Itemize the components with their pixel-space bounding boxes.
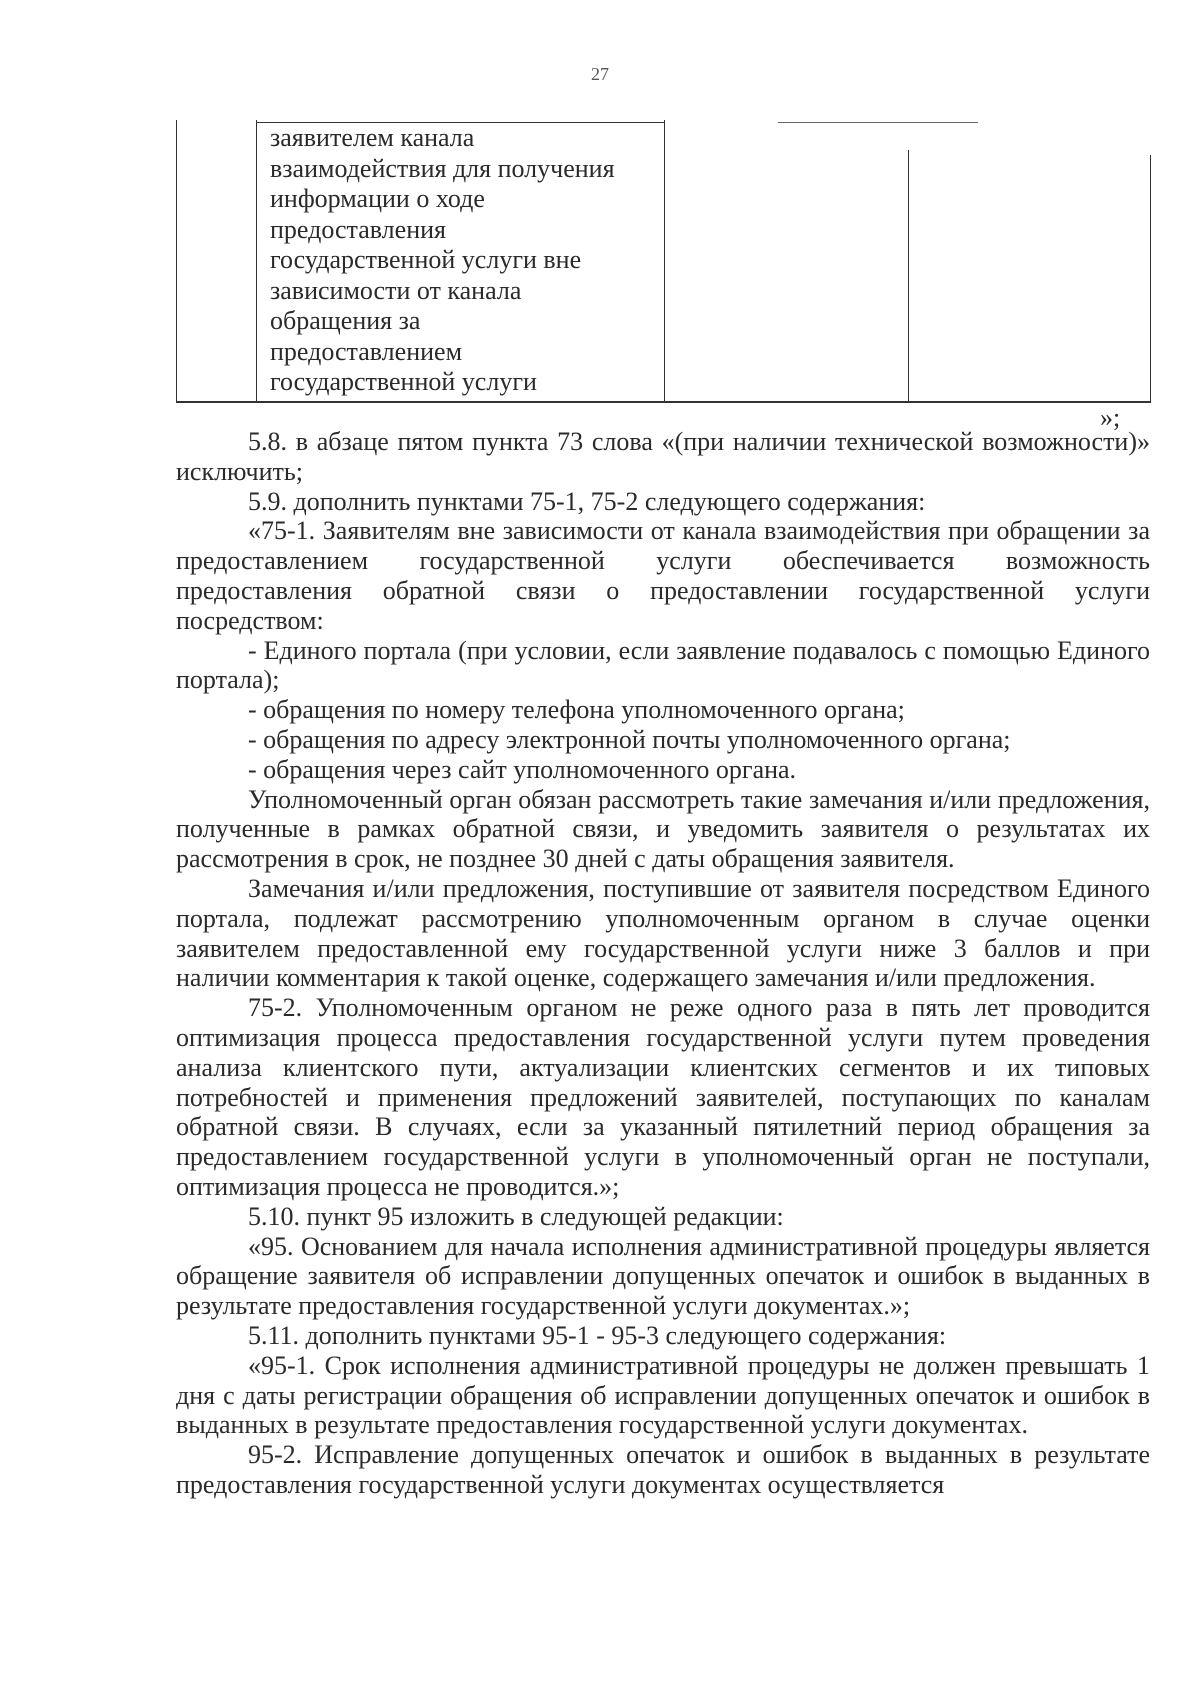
paragraph-obligation: Уполномоченный орган обязан рассмотреть такие замечания и/или предложения, полученные в рамках обратной связи, и уведомить заявителя о результатах их рассмотрения в срок, не позднее 30 дней с даты обращения заявителя. <box>176 784 1150 874</box>
table-cell-line: взаимодействия для получения <box>270 153 615 183</box>
paragraph-5-9: 5.9. дополнить пунктами 75-1, 75-2 следующего содержания: <box>248 486 926 516</box>
table-closing-quote: »; <box>1100 403 1121 432</box>
paragraph-75-2: 75-2. Уполномоченным органом не реже одного раза в пять лет проводится оптимизация процесса предоставления государственной услуги путем проведения анализа клиентского пути, актуализации клиентских сегментов и их типовых потребностей и применения предложений заявителей, поступающих по каналам обратной связи. В случаях, если за указанный пятилетний период обращения за предоставлением государственной услуги в уполномоченный орган не поступали, оптимизация процесса не проводится.»; <box>176 993 1150 1201</box>
paragraph-95: «95. Основанием для начала исполнения административной процедуры является обращение заявителя об исправлении допущенных опечаток и ошибок в выданных в результате предоставления государственной услуги документах.»; <box>176 1231 1150 1321</box>
table-top-border <box>778 122 978 123</box>
list-item-phone: - обращения по номеру телефона уполномоченного органа; <box>248 695 905 725</box>
table-cell-line: государственной услуги <box>270 367 537 396</box>
paragraph-95-1: «95-1. Срок исполнения административной процедуры не должен превышать 1 дня с даты регистрации обращения об исправлении допущенных опечаток и ошибок в выданных в результате предоставления государственной услуги документах. <box>176 1350 1150 1440</box>
table-bottom-border <box>176 401 1151 403</box>
paragraph-5-8: 5.8. в абзаце пятом пункта 73 слова «(при наличии технической возможности)» исключить; <box>176 427 1150 486</box>
table-column-divider <box>256 120 257 402</box>
page-number: 27 <box>591 64 609 84</box>
table-cell-line: предоставлением <box>270 336 463 366</box>
table-cell-line: обращения за <box>270 306 421 335</box>
paragraph-5-11: 5.11. дополнить пунктами 95-1 - 95-3 следующего содержания: <box>248 1320 947 1350</box>
table-cell-line: информации о ходе <box>270 184 485 213</box>
paragraph-75-1: «75-1. Заявителям вне зависимости от канала взаимодействия при обращении за предоставлением государственной услуги обеспечивается возможность предоставления обратной связи о предоставлении государственной услуги посредством: <box>176 516 1150 635</box>
table-cell-line: предоставления <box>270 214 446 244</box>
list-item-portal: - Единого портала (при условии, если заявление подавалось с помощью Единого портала); <box>176 635 1150 695</box>
table-cell-line: заявителем канала <box>270 123 475 152</box>
table-cell-text <box>270 123 670 398</box>
table-cell-line: зависимости от канала <box>270 275 522 305</box>
paragraph-remarks: Замечания и/или предложения, поступившие от заявителя посредством Единого портала, подлежат рассмотрению уполномоченным органом в случае оценки заявителем предоставленной ему государственной услуги ниже 3 баллов и при наличии комментария к такой оценке, содержащего замечания и/или предложения. <box>176 873 1150 993</box>
table-column-divider <box>908 150 909 402</box>
list-item-email: - обращения по адресу электронной почты уполномоченного органа; <box>248 724 1011 754</box>
paragraph-95-2: 95-2. Исправление допущенных опечаток и ошибок в выданных в результате предоставления государственной услуги документах осуществляется <box>176 1440 1150 1499</box>
document-body <box>176 427 1150 1500</box>
table-right-border <box>1150 155 1151 402</box>
table-cell-line: государственной услуги вне <box>270 245 582 274</box>
list-item-website: - обращения через сайт уполномоченного органа. <box>248 754 797 784</box>
paragraph-5-10: 5.10. пункт 95 изложить в следующей редакции: <box>248 1201 784 1231</box>
table-left-border <box>176 120 177 402</box>
